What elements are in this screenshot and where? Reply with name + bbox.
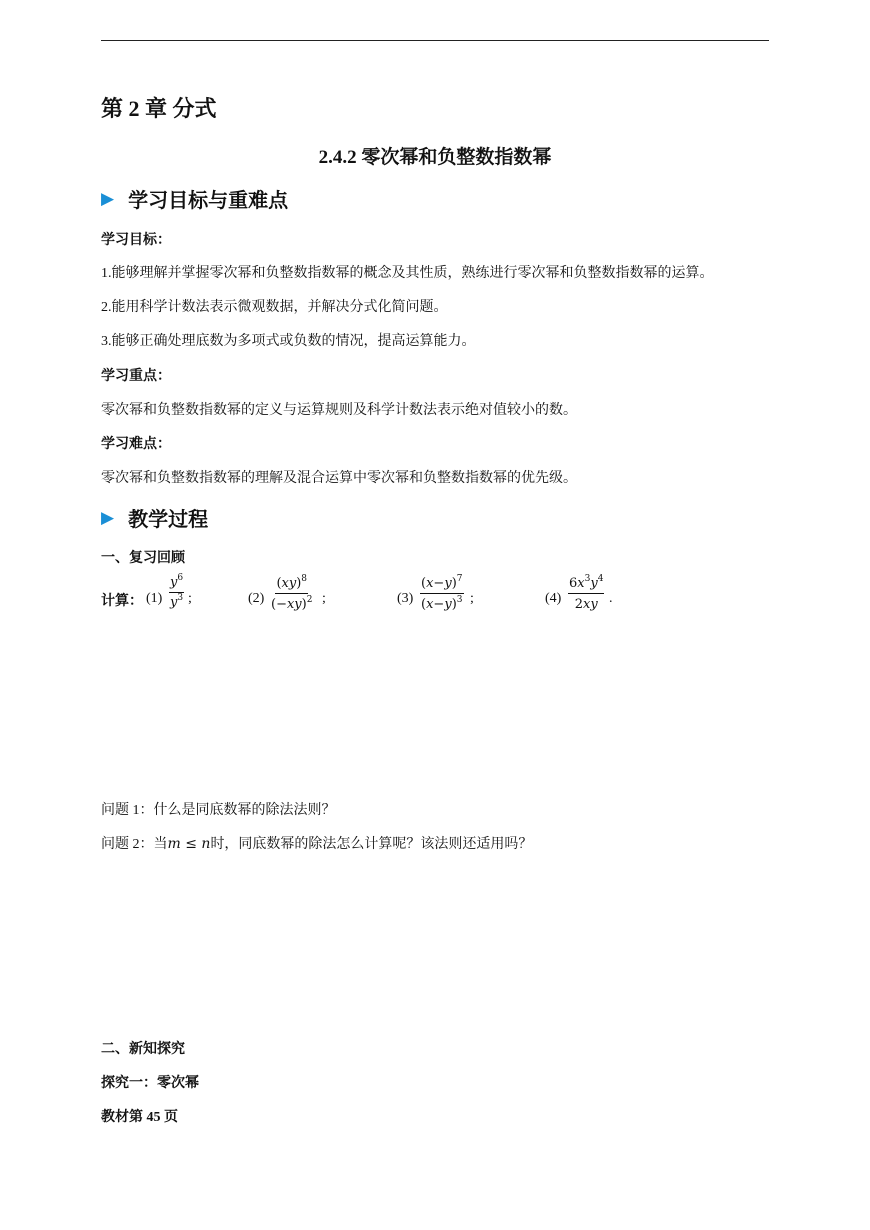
explore-1-label: 探究一：零次幂 [101, 1076, 199, 1091]
key-points-text: 零次幂和负整数指数幂的定义与运算规则及科学计数法表示绝对值较小的数。 [101, 403, 577, 418]
fraction-denominator: $y^3$ [170, 593, 184, 610]
goal-item-1: 1.能够理解并掌握零次幂和负整数指数幂的概念及其性质，熟练进行零次幂和负整数指数幂的运算。 [101, 266, 714, 281]
problem-3-fraction [420, 576, 464, 611]
section-process-title: 教学过程 [128, 509, 209, 531]
problem-4-fraction [568, 576, 604, 611]
problem-1-punct: ; [188, 591, 192, 606]
fraction-numerator: $y^6$ [169, 576, 184, 593]
problem-1-fraction [169, 573, 184, 610]
fraction-numerator: (xy)$^8$ [275, 576, 308, 594]
section-objectives-heading [101, 184, 288, 213]
lesson-title [0, 142, 870, 169]
new-knowledge-label: 二、新知探究 [101, 1042, 185, 1057]
question-2-math: m ≤ n [167, 836, 211, 852]
key-points-label: 学习重点： [101, 369, 171, 384]
problem-3-index: (3) [397, 591, 414, 606]
lesson-title-text: 2.4.2 零次幂和负整数指数幂 [318, 147, 552, 168]
fraction-numerator: $(x-y)^7$ [420, 576, 464, 594]
question-2-prefix: 问题 2：当 [101, 837, 168, 852]
triangle-right-icon: ▶ [101, 188, 115, 208]
header-rule [101, 40, 769, 41]
problem-2-punct: ; [322, 591, 326, 606]
problem-3-punct: ; [470, 591, 474, 606]
triangle-right-icon: ▶ [101, 507, 115, 527]
problem-2-index: (2) [248, 591, 265, 606]
fraction-denominator: 2xy [574, 597, 598, 612]
fraction-denominator: $(x-y)^3$ [421, 595, 463, 612]
review-label: 一、复习回顾 [101, 551, 185, 566]
question-2 [101, 833, 532, 853]
problem-2-fraction [271, 576, 312, 611]
calc-label: 计算： [101, 594, 143, 609]
section-process-heading [101, 503, 208, 532]
problem-4-punct: . [609, 591, 613, 606]
problem-1-index: (1) [146, 591, 163, 606]
section-objectives-title: 学习目标与重难点 [128, 190, 289, 212]
fraction-numerator: $6x^3y^4$ [568, 576, 604, 594]
difficulty-text: 零次幂和负整数指数幂的理解及混合运算中零次幂和负整数指数幂的优先级。 [101, 471, 577, 486]
fraction-denominator: $(-xy)^2$ [271, 595, 313, 612]
question-2-suffix: 时，同底数幂的除法怎么计算呢？该法则还适用吗？ [210, 837, 533, 852]
question-1: 问题 1：什么是同底数幂的除法法则？ [101, 803, 336, 818]
problem-4-index: (4) [545, 591, 562, 606]
goal-item-3: 3.能够正确处理底数为多项式或负数的情况，提高运算能力。 [101, 334, 476, 349]
textbook-ref: 教材第 45 页 [101, 1110, 178, 1125]
goals-label: 学习目标： [101, 233, 171, 248]
chapter-title: 第 2 章 分式 [101, 96, 217, 121]
difficulty-label: 学习难点： [101, 437, 171, 452]
goal-item-2: 2.能用科学计数法表示微观数据，并解决分式化简问题。 [101, 300, 448, 315]
